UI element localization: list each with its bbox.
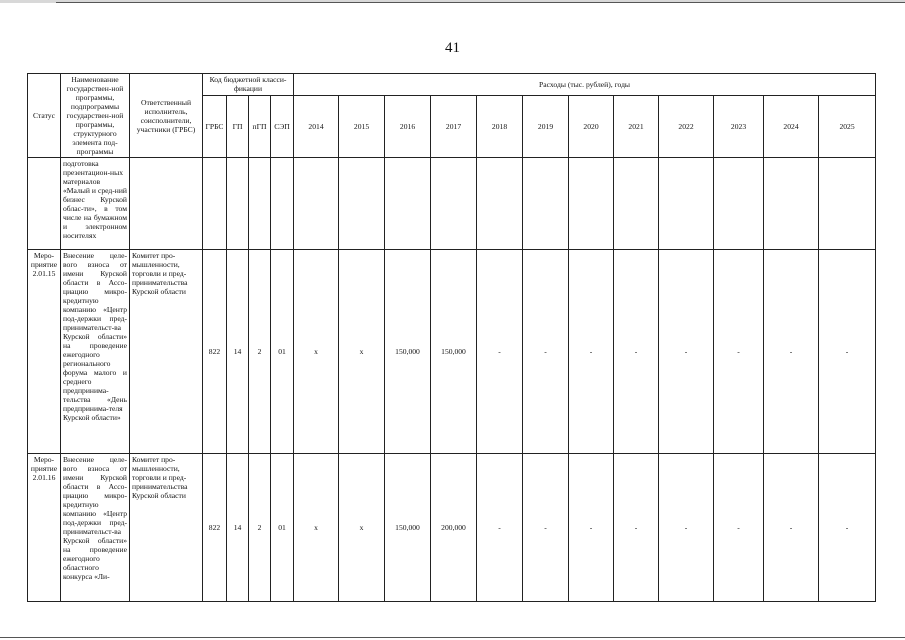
header-year: 2016 [385, 95, 431, 157]
header-year: 2015 [339, 95, 385, 157]
header-status: Статус [28, 74, 61, 158]
cell-value: 150,000 [385, 454, 431, 602]
cell-value: - [819, 454, 876, 602]
cell-value: - [764, 250, 819, 454]
cell-responsible [130, 158, 203, 250]
cell-value: - [569, 454, 614, 602]
cell-value: - [523, 454, 569, 602]
cell-code [271, 158, 294, 250]
cell-code: 822 [203, 250, 227, 454]
cell-value [294, 158, 339, 250]
cell-value [569, 158, 614, 250]
cell-value: - [477, 454, 523, 602]
top-rule [56, 2, 905, 3]
cell-value: - [819, 250, 876, 454]
bottom-rule [0, 637, 905, 638]
cell-name: Внесение целе-вого взноса от имени Курской области в Ассо-циацию микро-кредитную компанию «Центр под-держки пред-принимательст-ва Курской области» на проведение ежегодного областного конкурса «Ли- [61, 454, 130, 602]
cell-value: - [523, 250, 569, 454]
cell-code: 822 [203, 454, 227, 602]
cell-value: - [714, 250, 764, 454]
cell-value: х [339, 454, 385, 602]
cell-name: Внесение целе-вого взноса от имени Курской области в Ассо-циацию микро-кредитную компанию «Центр под-держки пред-принимательст-ва Курской области» на проведение ежегодного регионального форума малого и среднего предпринима-тельства «День предпринима-теля Курской области» [61, 250, 130, 454]
cell-status: Меро-приятие 2.01.16 [28, 454, 61, 602]
cell-value [714, 158, 764, 250]
header-code-sep: СЭП [271, 95, 294, 157]
cell-value [659, 158, 714, 250]
header-year: 2023 [714, 95, 764, 157]
header-year: 2019 [523, 95, 569, 157]
cell-value: 200,000 [431, 454, 477, 602]
header-code-gp: ГП [227, 95, 249, 157]
cell-code [227, 158, 249, 250]
cell-value: - [659, 250, 714, 454]
cell-value: х [294, 250, 339, 454]
cell-value: х [339, 250, 385, 454]
header-year: 2020 [569, 95, 614, 157]
cell-value [431, 158, 477, 250]
cell-value: - [714, 454, 764, 602]
cell-code [203, 158, 227, 250]
cell-code: 14 [227, 454, 249, 602]
cell-value: - [764, 454, 819, 602]
cell-status: Меро-приятие 2.01.15 [28, 250, 61, 454]
cell-value: - [614, 250, 659, 454]
header-year: 2025 [819, 95, 876, 157]
header-year: 2021 [614, 95, 659, 157]
cell-code: 14 [227, 250, 249, 454]
header-year: 2017 [431, 95, 477, 157]
cell-code: 01 [271, 454, 294, 602]
header-budget-code: Код бюджетной класси-фикации [203, 74, 294, 96]
header-year: 2018 [477, 95, 523, 157]
cell-code: 2 [249, 250, 271, 454]
header-code-grbs: ГРБС [203, 95, 227, 157]
cell-value [523, 158, 569, 250]
cell-responsible: Комитет про-мышленности, торговли и пред-принимательства Курской области [130, 250, 203, 454]
budget-table [27, 73, 876, 602]
header-year: 2014 [294, 95, 339, 157]
header-year: 2024 [764, 95, 819, 157]
cell-code: 2 [249, 454, 271, 602]
table-row [28, 158, 876, 250]
cell-value [614, 158, 659, 250]
cell-value: - [569, 250, 614, 454]
cell-value [477, 158, 523, 250]
cell-code [249, 158, 271, 250]
header-year: 2022 [659, 95, 714, 157]
cell-name: подготовка презентацион-ных материалов «Малый и сред-ний бизнес Курской облас-ти», в том числе на бумажном и электронном носителях [61, 158, 130, 250]
table-row [28, 250, 876, 454]
cell-value: - [614, 454, 659, 602]
table-row [28, 454, 876, 602]
header-code-pgp: пГП [249, 95, 271, 157]
cell-value: 150,000 [431, 250, 477, 454]
cell-status [28, 158, 61, 250]
cell-value: 150,000 [385, 250, 431, 454]
header-responsible: Ответственный исполнитель, соисполнители, участники (ГРБС) [130, 74, 203, 158]
cell-value [385, 158, 431, 250]
cell-value: - [659, 454, 714, 602]
cell-responsible: Комитет про-мышленности, торговли и пред-принимательства Курской области [130, 454, 203, 602]
header-name: Наименование государствен-ной программы, подпрограммы государствен-ной программы, структурного элемента под-программы [61, 74, 130, 158]
cell-code: 01 [271, 250, 294, 454]
header-expenses: Расходы (тыс. рублей), годы [294, 74, 876, 96]
cell-value [339, 158, 385, 250]
cell-value: - [477, 250, 523, 454]
cell-value [764, 158, 819, 250]
cell-value [819, 158, 876, 250]
cell-value: х [294, 454, 339, 602]
page-number: 41 [445, 40, 460, 56]
